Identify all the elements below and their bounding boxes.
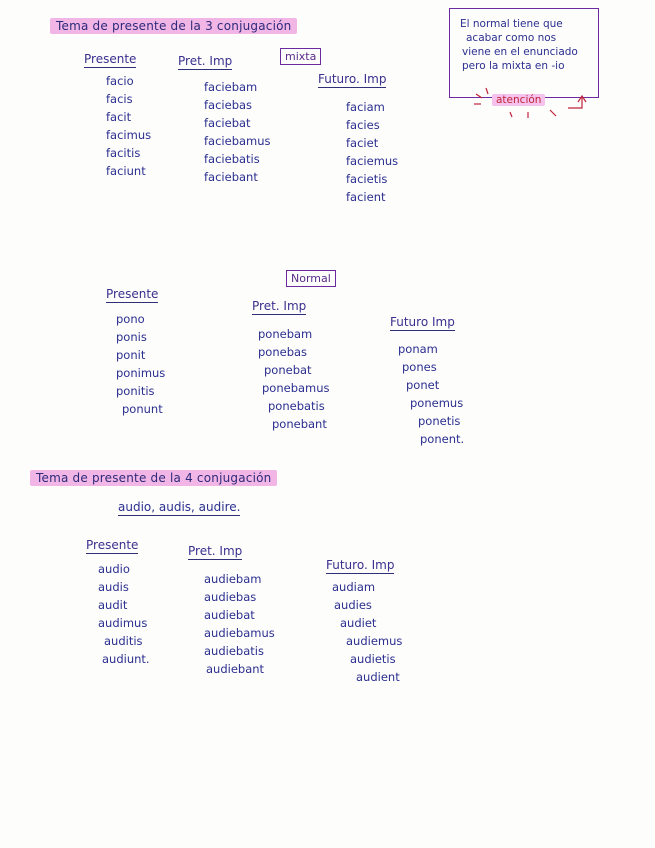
list-item: facies — [346, 118, 380, 132]
s3-pret-list — [204, 570, 275, 678]
s3-enunciado: audio, audis, audire. — [118, 500, 241, 514]
list-item: faciebamus — [204, 134, 271, 148]
list-item: facimus — [106, 128, 152, 142]
list-item: ponunt — [122, 402, 163, 416]
note-line: viene en el enunciado — [462, 46, 578, 58]
list-item: ponis — [116, 330, 147, 344]
list-item: faciet — [346, 136, 379, 150]
list-item: audietis — [350, 652, 396, 666]
list-item: ponit — [116, 348, 146, 362]
list-item: ponent. — [420, 432, 465, 446]
list-item: ponitis — [116, 384, 155, 398]
list-item: facitis — [106, 146, 141, 160]
attention-marks-icon — [470, 86, 600, 120]
s1-presente-list — [106, 72, 151, 180]
list-item: audiunt. — [102, 652, 150, 666]
s1-futuro-header: Futuro. Imp — [318, 72, 387, 86]
s2-presente-list — [116, 310, 165, 418]
list-item: faciebatis — [204, 152, 260, 166]
list-item: faciebat — [204, 116, 251, 130]
s3-presente-list — [98, 560, 150, 668]
section1-title: Tema de presente de la 3 conjugación — [50, 18, 297, 34]
s2-pret-header: Pret. Imp — [252, 299, 307, 313]
list-item: audiebas — [204, 590, 257, 604]
s2-futuro-header: Futuro Imp — [390, 315, 455, 329]
list-item: ponebatis — [268, 399, 325, 413]
list-item: facio — [106, 74, 134, 88]
list-item: ponebamus — [262, 381, 330, 395]
list-item: audies — [334, 598, 372, 612]
s3-presente-header: Presente — [86, 538, 139, 552]
list-item: faciebam — [204, 80, 258, 94]
list-item: auditis — [104, 634, 143, 648]
s1-mixta-tag: mixta — [280, 48, 321, 65]
note-line: acabar como nos — [466, 32, 557, 44]
list-item: audiebatis — [204, 644, 264, 658]
list-item: audient — [356, 670, 400, 684]
list-item: audit — [98, 598, 128, 612]
list-item: audiebant — [206, 662, 265, 676]
list-item: audimus — [98, 616, 148, 630]
list-item: audis — [98, 580, 129, 594]
list-item: facis — [106, 92, 133, 106]
list-item: audio — [98, 562, 130, 576]
list-item: audiemus — [346, 634, 403, 648]
list-item: faciunt — [106, 164, 146, 178]
s2-pret-list — [258, 325, 330, 433]
s3-futuro-header: Futuro. Imp — [326, 558, 395, 572]
list-item: audiebat — [204, 608, 255, 622]
s1-presente-header: Presente — [84, 52, 137, 66]
list-item: ponet — [406, 378, 440, 392]
s1-pret-header: Pret. Imp — [178, 54, 233, 68]
list-item: ponam — [398, 342, 438, 356]
list-item: audiet — [340, 616, 377, 630]
list-item: audiebam — [204, 572, 262, 586]
s1-pret-list — [204, 78, 271, 186]
s2-normal-tag: Normal — [286, 270, 336, 287]
list-item: ponebat — [264, 363, 312, 377]
list-item: faciebant — [204, 170, 258, 184]
list-item: pono — [116, 312, 145, 326]
section3-title: Tema de presente de la 4 conjugación — [30, 470, 277, 486]
s3-pret-header: Pret. Imp — [188, 544, 243, 558]
s3-futuro-list — [332, 578, 402, 686]
attention-label: atención — [492, 94, 545, 106]
list-item: ponebam — [258, 327, 313, 341]
note-box — [449, 8, 599, 98]
list-item: faciam — [346, 100, 385, 114]
note-line: El normal tiene que — [460, 18, 563, 30]
list-item: ponebant — [272, 417, 327, 431]
list-item: ponemus — [410, 396, 464, 410]
list-item: pones — [402, 360, 437, 374]
list-item: ponebas — [258, 345, 308, 359]
s1-futuro-list — [346, 98, 398, 206]
list-item: ponimus — [116, 366, 166, 380]
list-item: facient — [346, 190, 386, 204]
s2-presente-header: Presente — [106, 287, 159, 301]
list-item: facietis — [346, 172, 388, 186]
list-item: audiebamus — [204, 626, 275, 640]
note-line: pero la mixta en -io — [462, 60, 565, 72]
list-item: faciebas — [204, 98, 253, 112]
list-item: faciemus — [346, 154, 399, 168]
list-item: facit — [106, 110, 132, 124]
s2-futuro-list — [398, 340, 464, 448]
list-item: audiam — [332, 580, 376, 594]
list-item: ponetis — [418, 414, 461, 428]
